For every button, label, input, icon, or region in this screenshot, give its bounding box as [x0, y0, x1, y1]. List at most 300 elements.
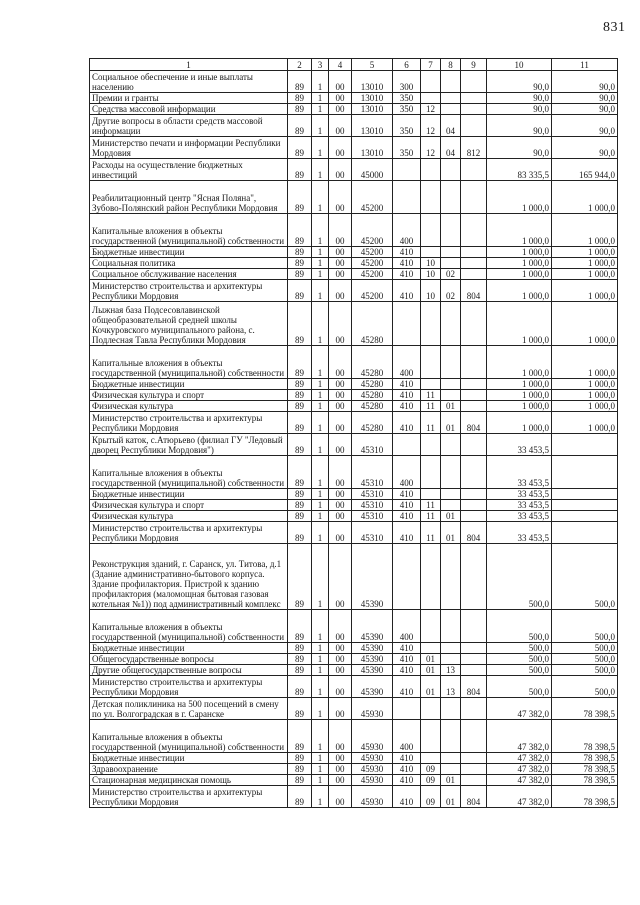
- column-header-year-2: 11: [552, 59, 618, 71]
- cell-sub: 1: [312, 720, 329, 753]
- cell-year-2: 500,0: [552, 676, 618, 698]
- cell-prog: 00: [329, 269, 352, 280]
- cell-year-2: [552, 456, 618, 489]
- cell-expense: 400: [393, 720, 421, 753]
- cell-prog: 00: [329, 346, 352, 379]
- cell-article: 45280: [352, 379, 393, 390]
- cell-section: 10: [421, 258, 441, 269]
- cell-subsection: [441, 214, 461, 247]
- cell-sub: 1: [312, 786, 329, 808]
- cell-ministry: [461, 544, 487, 610]
- cell-year-2: [552, 511, 618, 522]
- cell-year-1: 33 453,5: [487, 489, 552, 500]
- cell-code: 89: [288, 412, 312, 434]
- cell-subsection: [441, 720, 461, 753]
- cell-subsection: [441, 247, 461, 258]
- cell-ministry: [461, 104, 487, 115]
- row-label: Реконструкция зданий, г. Саранск, ул. Титова, д.1 (Здание административно-бытового корпуса. Здание профилактория. Пристрой к зданию профилактория (маломощная бытовая газовая котельная №1)) под административный комплекс: [90, 544, 288, 610]
- table-row: [90, 456, 618, 489]
- cell-ministry: [461, 643, 487, 654]
- cell-ministry: [461, 247, 487, 258]
- cell-code: 89: [288, 115, 312, 137]
- cell-article: 45000: [352, 159, 393, 181]
- cell-section: [421, 610, 441, 643]
- cell-article: 45200: [352, 247, 393, 258]
- cell-sub: 1: [312, 104, 329, 115]
- row-label: Стационарная медицинская помощь: [90, 775, 288, 786]
- cell-expense: 400: [393, 214, 421, 247]
- table-row: [90, 698, 618, 720]
- cell-sub: 1: [312, 654, 329, 665]
- cell-code: 89: [288, 93, 312, 104]
- cell-expense: 410: [393, 379, 421, 390]
- cell-article: 45930: [352, 786, 393, 808]
- cell-section: [421, 698, 441, 720]
- cell-section: 11: [421, 401, 441, 412]
- cell-section: [421, 456, 441, 489]
- cell-code: 89: [288, 522, 312, 544]
- table-header-row: [90, 59, 618, 71]
- cell-prog: 00: [329, 654, 352, 665]
- cell-year-2: 1 000,0: [552, 379, 618, 390]
- cell-code: 89: [288, 71, 312, 93]
- table-row: [90, 544, 618, 610]
- cell-ministry: [461, 434, 487, 456]
- cell-sub: 1: [312, 764, 329, 775]
- cell-subsection: [441, 643, 461, 654]
- cell-sub: 1: [312, 775, 329, 786]
- cell-article: 45310: [352, 456, 393, 489]
- cell-prog: 00: [329, 390, 352, 401]
- cell-section: [421, 346, 441, 379]
- cell-expense: 410: [393, 280, 421, 302]
- cell-code: 89: [288, 181, 312, 214]
- row-label: Крытый каток, с.Атюрьево (филиал ГУ "Ледовый дворец Республики Мордовия"): [90, 434, 288, 456]
- table-body: [90, 71, 618, 808]
- cell-article: 45200: [352, 280, 393, 302]
- cell-ministry: [461, 159, 487, 181]
- cell-ministry: [461, 489, 487, 500]
- cell-code: 89: [288, 676, 312, 698]
- cell-expense: [393, 302, 421, 346]
- row-label: Расходы на осуществление бюджетных инвестиций: [90, 159, 288, 181]
- cell-article: 45200: [352, 269, 393, 280]
- cell-ministry: [461, 390, 487, 401]
- cell-year-2: 90,0: [552, 115, 618, 137]
- cell-year-1: 1 000,0: [487, 346, 552, 379]
- row-label: Министерство строительства и архитектуры Республики Мордовия: [90, 522, 288, 544]
- cell-ministry: [461, 71, 487, 93]
- row-label: Реабилитационный центр "Ясная Поляна", Зубово-Полянский район Республики Мордовия: [90, 181, 288, 214]
- cell-year-1: 1 000,0: [487, 280, 552, 302]
- cell-code: 89: [288, 104, 312, 115]
- row-label: Социальное обслуживание населения: [90, 269, 288, 280]
- cell-ministry: [461, 511, 487, 522]
- cell-sub: 1: [312, 302, 329, 346]
- cell-year-2: 500,0: [552, 654, 618, 665]
- cell-ministry: [461, 115, 487, 137]
- cell-year-1: 47 382,0: [487, 698, 552, 720]
- table-row: [90, 764, 618, 775]
- cell-ministry: [461, 753, 487, 764]
- cell-section: [421, 302, 441, 346]
- cell-year-1: 500,0: [487, 544, 552, 610]
- cell-subsection: [441, 71, 461, 93]
- cell-prog: 00: [329, 511, 352, 522]
- cell-expense: 410: [393, 412, 421, 434]
- cell-subsection: [441, 379, 461, 390]
- cell-code: 89: [288, 214, 312, 247]
- cell-section: [421, 753, 441, 764]
- cell-sub: 1: [312, 522, 329, 544]
- table-row: [90, 401, 618, 412]
- cell-year-2: 90,0: [552, 104, 618, 115]
- cell-year-1: 47 382,0: [487, 775, 552, 786]
- cell-ministry: [461, 720, 487, 753]
- cell-ministry: [461, 775, 487, 786]
- cell-section: [421, 720, 441, 753]
- cell-code: 89: [288, 643, 312, 654]
- cell-code: 89: [288, 775, 312, 786]
- cell-expense: 410: [393, 786, 421, 808]
- cell-subsection: [441, 390, 461, 401]
- column-header-year-1: 10: [487, 59, 552, 71]
- cell-code: 89: [288, 720, 312, 753]
- cell-year-1: 1 000,0: [487, 258, 552, 269]
- cell-code: 89: [288, 434, 312, 456]
- cell-sub: 1: [312, 390, 329, 401]
- row-label: Капитальные вложения в объекты государственной (муниципальной) собственности: [90, 456, 288, 489]
- cell-subsection: [441, 456, 461, 489]
- cell-expense: 410: [393, 500, 421, 511]
- cell-year-2: 78 398,5: [552, 720, 618, 753]
- cell-year-1: 90,0: [487, 104, 552, 115]
- cell-article: 45930: [352, 698, 393, 720]
- cell-year-1: 500,0: [487, 665, 552, 676]
- cell-ministry: [461, 401, 487, 412]
- cell-sub: 1: [312, 346, 329, 379]
- row-label: Физическая культура: [90, 511, 288, 522]
- table-row: [90, 500, 618, 511]
- cell-year-2: 1 000,0: [552, 269, 618, 280]
- cell-article: 45390: [352, 654, 393, 665]
- column-header-section: 7: [421, 59, 441, 71]
- row-label: Другие общегосударственные вопросы: [90, 665, 288, 676]
- cell-year-1: 1 000,0: [487, 247, 552, 258]
- row-label: Министерство строительства и архитектуры Республики Мордовия: [90, 280, 288, 302]
- cell-prog: 00: [329, 456, 352, 489]
- cell-year-2: 78 398,5: [552, 764, 618, 775]
- row-label: Бюджетные инвестиции: [90, 753, 288, 764]
- cell-year-2: 90,0: [552, 137, 618, 159]
- cell-prog: 00: [329, 720, 352, 753]
- cell-prog: 00: [329, 489, 352, 500]
- cell-sub: 1: [312, 698, 329, 720]
- cell-year-1: 83 335,5: [487, 159, 552, 181]
- cell-prog: 00: [329, 258, 352, 269]
- cell-ministry: [461, 764, 487, 775]
- cell-expense: 410: [393, 643, 421, 654]
- cell-code: 89: [288, 137, 312, 159]
- cell-sub: 1: [312, 500, 329, 511]
- cell-article: 13010: [352, 137, 393, 159]
- cell-sub: 1: [312, 401, 329, 412]
- cell-prog: 00: [329, 500, 352, 511]
- row-label: Физическая культура и спорт: [90, 390, 288, 401]
- cell-year-1: 33 453,5: [487, 434, 552, 456]
- cell-ministry: [461, 379, 487, 390]
- row-label: Физическая культура: [90, 401, 288, 412]
- cell-section: 01: [421, 676, 441, 698]
- cell-sub: 1: [312, 753, 329, 764]
- cell-article: 45930: [352, 764, 393, 775]
- column-header-ministry: 9: [461, 59, 487, 71]
- cell-prog: 00: [329, 302, 352, 346]
- table-row: [90, 676, 618, 698]
- cell-prog: 00: [329, 214, 352, 247]
- table-row: [90, 269, 618, 280]
- cell-year-1: 1 000,0: [487, 379, 552, 390]
- cell-subsection: [441, 181, 461, 214]
- table-row: [90, 181, 618, 214]
- cell-code: 89: [288, 346, 312, 379]
- cell-year-1: 90,0: [487, 93, 552, 104]
- cell-code: 89: [288, 379, 312, 390]
- cell-year-2: 1 000,0: [552, 412, 618, 434]
- cell-year-2: 78 398,5: [552, 775, 618, 786]
- cell-subsection: 01: [441, 786, 461, 808]
- cell-ministry: 804: [461, 522, 487, 544]
- cell-prog: 00: [329, 698, 352, 720]
- cell-expense: 350: [393, 104, 421, 115]
- table-row: [90, 346, 618, 379]
- cell-section: [421, 71, 441, 93]
- cell-subsection: 02: [441, 269, 461, 280]
- cell-year-1: 47 382,0: [487, 753, 552, 764]
- row-label: Министерство строительства и архитектуры Республики Мордовия: [90, 786, 288, 808]
- cell-expense: 350: [393, 115, 421, 137]
- table-row: [90, 214, 618, 247]
- cell-expense: 410: [393, 489, 421, 500]
- table-row: [90, 654, 618, 665]
- cell-sub: 1: [312, 489, 329, 500]
- cell-expense: 410: [393, 676, 421, 698]
- cell-prog: 00: [329, 401, 352, 412]
- cell-article: 45280: [352, 401, 393, 412]
- cell-year-2: [552, 522, 618, 544]
- cell-year-2: 500,0: [552, 544, 618, 610]
- cell-article: 45390: [352, 665, 393, 676]
- cell-year-2: 90,0: [552, 93, 618, 104]
- cell-code: 89: [288, 511, 312, 522]
- cell-subsection: 04: [441, 115, 461, 137]
- cell-year-2: 500,0: [552, 665, 618, 676]
- cell-code: 89: [288, 489, 312, 500]
- table-row: [90, 511, 618, 522]
- cell-expense: 410: [393, 401, 421, 412]
- cell-ministry: [461, 181, 487, 214]
- table-row: [90, 522, 618, 544]
- column-header-name: 1: [90, 59, 288, 71]
- table-row: [90, 720, 618, 753]
- cell-subsection: [441, 698, 461, 720]
- cell-expense: 400: [393, 610, 421, 643]
- cell-article: 45390: [352, 544, 393, 610]
- cell-prog: 00: [329, 280, 352, 302]
- row-label: Бюджетные инвестиции: [90, 379, 288, 390]
- cell-section: 09: [421, 775, 441, 786]
- row-label: Здравоохранение: [90, 764, 288, 775]
- cell-year-2: [552, 434, 618, 456]
- cell-prog: 00: [329, 247, 352, 258]
- cell-year-1: 33 453,5: [487, 511, 552, 522]
- cell-section: [421, 214, 441, 247]
- cell-sub: 1: [312, 676, 329, 698]
- cell-sub: 1: [312, 456, 329, 489]
- table-row: [90, 280, 618, 302]
- row-label: Капитальные вложения в объекты государственной (муниципальной) собственности: [90, 610, 288, 643]
- cell-section: [421, 544, 441, 610]
- cell-sub: 1: [312, 665, 329, 676]
- cell-sub: 1: [312, 280, 329, 302]
- cell-year-1: 1 000,0: [487, 214, 552, 247]
- cell-section: 09: [421, 764, 441, 775]
- cell-year-1: 1 000,0: [487, 390, 552, 401]
- row-label: Общегосударственные вопросы: [90, 654, 288, 665]
- cell-code: 89: [288, 302, 312, 346]
- row-label: Другие вопросы в области средств массовой информации: [90, 115, 288, 137]
- cell-ministry: [461, 665, 487, 676]
- cell-year-1: 33 453,5: [487, 522, 552, 544]
- cell-prog: 00: [329, 522, 352, 544]
- cell-code: 89: [288, 610, 312, 643]
- cell-year-2: [552, 489, 618, 500]
- cell-ministry: [461, 698, 487, 720]
- row-label: Капитальные вложения в объекты государственной (муниципальной) собственности: [90, 346, 288, 379]
- cell-prog: 00: [329, 544, 352, 610]
- table-row: [90, 258, 618, 269]
- cell-expense: 410: [393, 665, 421, 676]
- cell-year-1: 500,0: [487, 654, 552, 665]
- cell-year-1: 33 453,5: [487, 500, 552, 511]
- cell-subsection: 13: [441, 676, 461, 698]
- row-label: Премии и гранты: [90, 93, 288, 104]
- row-label: Детская поликлиника на 500 посещений в смену по ул. Волгоградская в г. Саранске: [90, 698, 288, 720]
- cell-year-2: 1 000,0: [552, 390, 618, 401]
- cell-year-1: 33 453,5: [487, 456, 552, 489]
- cell-subsection: 01: [441, 401, 461, 412]
- cell-section: 10: [421, 280, 441, 302]
- cell-ministry: [461, 500, 487, 511]
- cell-subsection: 01: [441, 412, 461, 434]
- table-row: [90, 390, 618, 401]
- cell-year-1: 1 000,0: [487, 269, 552, 280]
- cell-expense: [393, 434, 421, 456]
- cell-sub: 1: [312, 610, 329, 643]
- cell-code: 89: [288, 764, 312, 775]
- cell-year-1: 500,0: [487, 643, 552, 654]
- cell-ministry: 804: [461, 412, 487, 434]
- cell-prog: 00: [329, 115, 352, 137]
- cell-expense: 410: [393, 247, 421, 258]
- cell-prog: 00: [329, 104, 352, 115]
- cell-sub: 1: [312, 412, 329, 434]
- cell-code: 89: [288, 390, 312, 401]
- cell-code: 89: [288, 269, 312, 280]
- table-row: [90, 665, 618, 676]
- column-header-sub: 3: [312, 59, 329, 71]
- table-row: [90, 93, 618, 104]
- cell-subsection: [441, 346, 461, 379]
- cell-expense: 400: [393, 456, 421, 489]
- row-label: Средства массовой информации: [90, 104, 288, 115]
- cell-year-2: 1 000,0: [552, 247, 618, 258]
- cell-prog: 00: [329, 665, 352, 676]
- cell-prog: 00: [329, 93, 352, 104]
- cell-subsection: 13: [441, 665, 461, 676]
- cell-ministry: [461, 214, 487, 247]
- cell-sub: 1: [312, 137, 329, 159]
- cell-ministry: 804: [461, 676, 487, 698]
- cell-subsection: [441, 258, 461, 269]
- cell-section: 11: [421, 390, 441, 401]
- page-number: 831: [603, 20, 626, 35]
- cell-article: 45310: [352, 511, 393, 522]
- cell-sub: 1: [312, 115, 329, 137]
- column-header-expense: 6: [393, 59, 421, 71]
- cell-sub: 1: [312, 434, 329, 456]
- cell-section: 12: [421, 104, 441, 115]
- cell-prog: 00: [329, 379, 352, 390]
- cell-expense: 350: [393, 93, 421, 104]
- cell-year-2: 1 000,0: [552, 346, 618, 379]
- table-row: [90, 159, 618, 181]
- cell-prog: 00: [329, 764, 352, 775]
- row-label: Бюджетные инвестиции: [90, 247, 288, 258]
- cell-prog: 00: [329, 181, 352, 214]
- cell-subsection: 01: [441, 522, 461, 544]
- cell-section: 11: [421, 522, 441, 544]
- cell-year-1: 90,0: [487, 115, 552, 137]
- cell-prog: 00: [329, 786, 352, 808]
- cell-subsection: [441, 93, 461, 104]
- column-header-code: 2: [288, 59, 312, 71]
- cell-section: [421, 247, 441, 258]
- cell-article: 45310: [352, 500, 393, 511]
- cell-article: 45930: [352, 753, 393, 764]
- cell-code: 89: [288, 280, 312, 302]
- cell-prog: 00: [329, 753, 352, 764]
- cell-ministry: [461, 93, 487, 104]
- cell-article: 45310: [352, 434, 393, 456]
- table-row: [90, 412, 618, 434]
- cell-prog: 00: [329, 676, 352, 698]
- cell-code: 89: [288, 753, 312, 764]
- cell-article: 45280: [352, 412, 393, 434]
- cell-sub: 1: [312, 93, 329, 104]
- cell-year-2: 500,0: [552, 610, 618, 643]
- row-label: Бюджетные инвестиции: [90, 489, 288, 500]
- cell-sub: 1: [312, 71, 329, 93]
- cell-article: 45390: [352, 676, 393, 698]
- cell-year-1: 90,0: [487, 71, 552, 93]
- cell-code: 89: [288, 665, 312, 676]
- cell-sub: 1: [312, 544, 329, 610]
- column-header-subsection: 8: [441, 59, 461, 71]
- cell-year-2: [552, 500, 618, 511]
- cell-year-1: 1 000,0: [487, 302, 552, 346]
- cell-year-1: 47 382,0: [487, 720, 552, 753]
